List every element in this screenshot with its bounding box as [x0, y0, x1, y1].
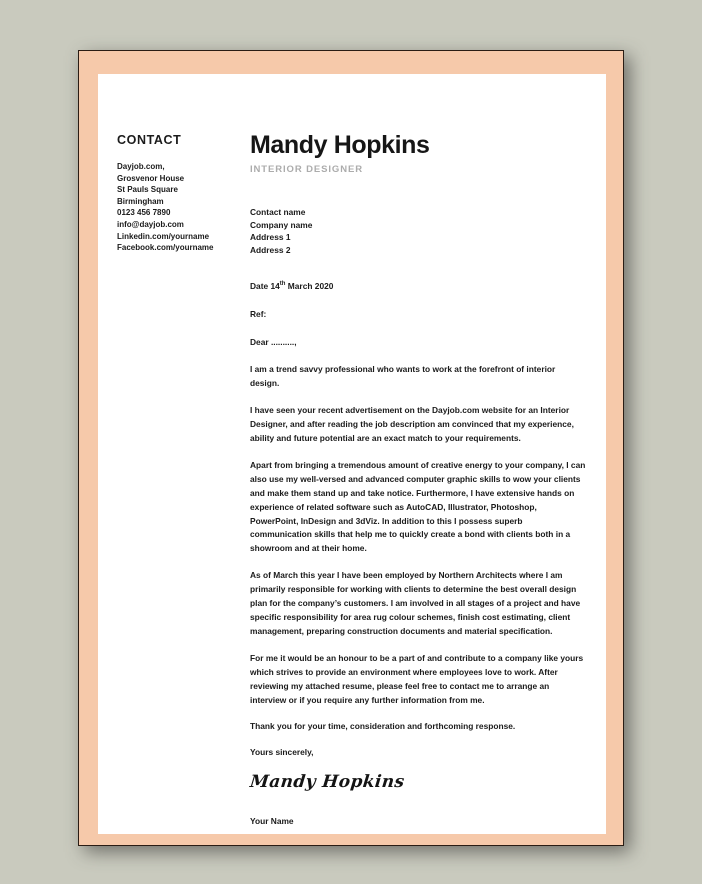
page-frame: [78, 50, 624, 846]
contact-line-website: Dayjob.com,: [117, 162, 165, 171]
signature-printed-name: Your Name: [250, 816, 294, 827]
date-prefix: Date 14: [250, 281, 280, 292]
letter-salutation: Dear ..........,: [250, 337, 297, 348]
date-ordinal-suffix: th: [279, 281, 286, 288]
candidate-name: Mandy Hopkins: [250, 131, 430, 159]
recipient-contact-name: Contact name: [250, 207, 306, 217]
letter-paragraph-1: I am a trend savvy professional who wants to work at the forefront of interior design.: [250, 364, 556, 389]
letter-paragraph-6: Thank you for your time, consideration and forthcoming response.: [250, 721, 516, 732]
contact-list: [117, 161, 245, 254]
letter-body: [98, 74, 606, 834]
contact-line-phone: 0123 456 7890: [117, 208, 171, 218]
recipient-address-2: Address 2: [250, 244, 291, 255]
recipient-company-name: Company name: [250, 219, 313, 230]
contact-line-street: St Pauls Square: [117, 185, 178, 195]
letter-paragraphs: [250, 363, 586, 734]
letter-paragraph-2: I have seen your recent advertisement on the Dayjob.com website for an Interior Designer, and after reading the job description am convinced that my experience, ability and future potential are an exact match to your requirements.: [250, 405, 574, 443]
main-column: [250, 74, 586, 826]
contact-line-email[interactable]: info@dayjob.com: [117, 219, 184, 229]
contact-column: [117, 133, 245, 254]
recipient-address-1: Address 1: [250, 232, 291, 243]
letter-closing: Yours sincerely,: [250, 747, 314, 758]
letter-paragraph-5: For me it would be an honour to be a part of and contribute to a company like yours which strives to provide an environment where employees love to work. After reviewing my attached resume, please feel free to contact me to arrange an interview or if you require any further information from me.: [250, 652, 584, 705]
candidate-job-title: INTERIOR DESIGNER: [250, 164, 363, 175]
date-suffix: March 2020: [285, 281, 334, 292]
letter-reference: Ref:: [250, 309, 267, 320]
letter-paragraph-3: Apart from bringing a tremendous amount of creative energy to your company, I can also use my well-versed and advanced computer graphic skills to wow your clients and make them stand up and take notice. Furthermore, I have extensive hands on experience of related software such as AutoCAD, Illustrator, Photoshop, PowerPoint, InDesign and 3dViz. In addition to this I possess superb communication skills that help me to quickly create a bond with clients both in a showroom and at their home.: [250, 459, 586, 554]
contact-heading: CONTACT: [117, 133, 182, 147]
letter-page: [98, 74, 606, 834]
letter-date: [250, 281, 586, 291]
contact-line-linkedin[interactable]: Linkedin.com/yourname: [117, 231, 210, 241]
recipient-address-block: [250, 206, 586, 256]
contact-line-facebook[interactable]: Facebook.com/yourname: [117, 243, 214, 253]
letter-paragraph-4: As of March this year I have been employed by Northern Architects where I am primarily responsible for working with clients to determine the best overall design plan for the company’s customers. I am involved in all stages of a project and have specific responsibility for area rug colour schemes, finish cost estimating, client management, preparing construction documents and material specification.: [250, 570, 581, 636]
handwritten-signature: Mandy Hopkins: [248, 772, 406, 793]
contact-line-building: Grosvenor House: [117, 173, 185, 183]
contact-line-city: Birmingham: [117, 196, 164, 206]
